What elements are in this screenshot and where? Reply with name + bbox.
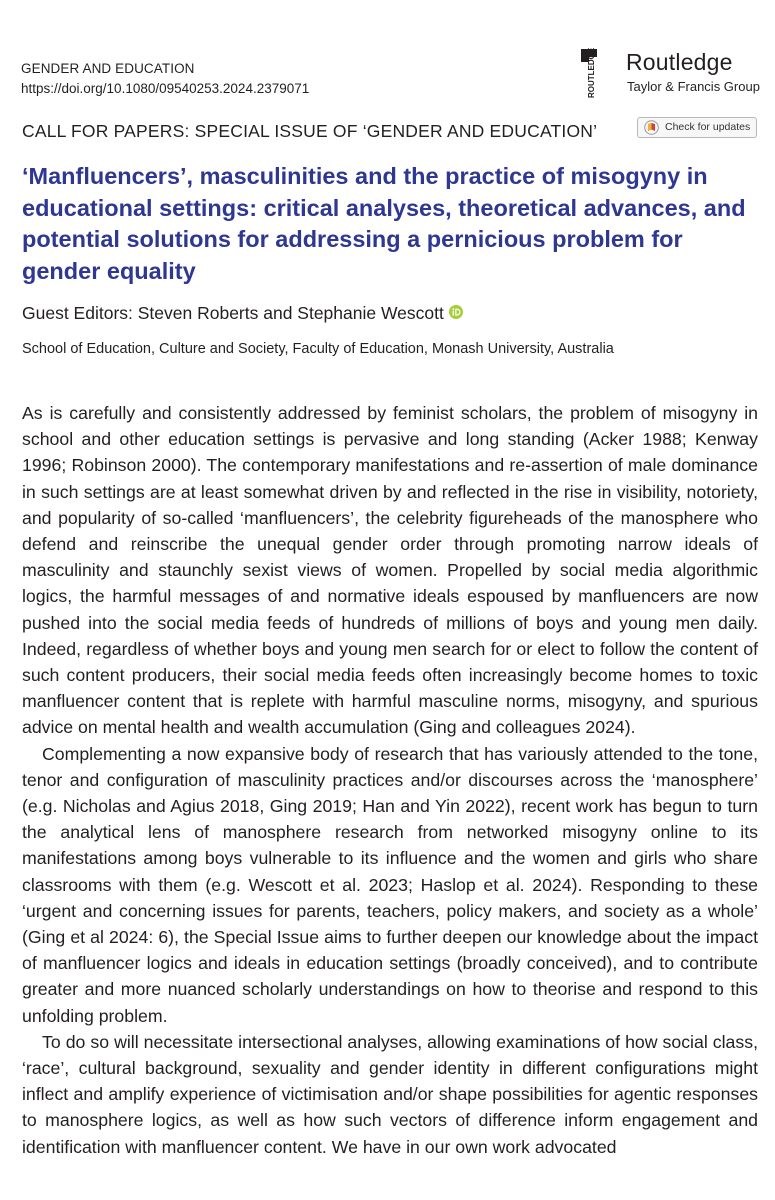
body-paragraph: Complementing a now expansive body of research that has variously attended to the tone, tenor and configuration of masculinity practices and/or discourses across the ‘manosphere’ (e.g. Nicholas and Agius 2018, Ging 2019; Han and Yin 2022), recent work has begun to turn the analytical lens of manosphere research from networked misogyny online to its manifestations among boys vulnerable to its influence and the women and girls who share classrooms with them (e.g. Wescott et al. 2023; Haslop et al. 2024). Responding to these ‘urgent and concerning issues for parents, teachers, policy makers, and society as a whole’ (Ging et al 2024: 6), the Special Issue aims to further deepen our knowledge about the impact of manfluencer logics and ideals in education settings (broadly conceived), and to contribute greater and more nuanced scholarly understandings on how to theorise and respond to this unfolding problem. — [22, 743, 758, 1026]
body-paragraph: As is carefully and consistently addressed by feminist scholars, the problem of misogyny in school and other education settings is pervasive and long standing (Acker 1988; Kenway 1996; Robinson 2000). The contemporary manifestations and re-assertion of male dominance in such settings are at least somewhat driven by and reflected in the rise in visibility, notoriety, and popularity of so-called ‘manfluencers’, the celebrity figureheads of the manosphere who defend and reinscribe the unequal gender order through promoting narrow ideals of masculinity and staunchly sexist views of women. Propelled by social media algorithmic logics, the harmful messages of and normative ideals espoused by manfluencers are now pushed into the social media feeds of hundreds of millions of boys and young men daily. Indeed, regardless of whether boys and young men search for or elect to follow the content of such content producers, their social media feeds often increasingly become homes to toxic manfluencer content that is replete with harmful masculine norms, misogyny, and spurious advice on mental health and wealth accumulation (Ging and colleagues 2024). — [22, 403, 758, 738]
call-for-papers-heading: CALL FOR PAPERS: SPECIAL ISSUE OF ‘GENDER AND EDUCATION’ — [22, 121, 598, 141]
publisher-mark-text: ROUTLEDGE — [587, 47, 596, 98]
body-paragraph: To do so will necessitate intersectional analyses, allowing examinations of how social class, ‘race’, cultural background, sexuality and gender identity in different configurations might inflect and amplify experience of victimisation and/or shape possibilities for agentic responses to manosphere logics, as well as how such vectors of difference inform engagement and identification with manfluencer content. We have in our own work advocated — [22, 1031, 758, 1157]
publisher-group: Taylor & Francis Group — [627, 79, 760, 94]
article-body — [22, 400, 758, 1160]
guest-editors-text: Guest Editors: Steven Roberts and Stephanie Wescott — [22, 303, 444, 323]
check-for-updates-label: Check for updates — [665, 121, 751, 133]
routledge-mark-icon — [580, 46, 600, 100]
guest-editors — [22, 303, 463, 324]
check-for-updates-icon — [644, 120, 659, 135]
publisher-logo[interactable] — [580, 46, 760, 102]
check-for-updates-button[interactable] — [637, 117, 757, 138]
publisher-name: Routledge — [626, 49, 733, 75]
article-title: ‘Manfluencers’, masculinities and the practice of misogyny in educational settings: critical analyses, theoretical advances, and potential solutions for addressing a pernicious problem for gender equality — [22, 163, 746, 284]
orcid-icon[interactable] — [449, 305, 463, 319]
journal-name: GENDER AND EDUCATION — [21, 61, 195, 76]
doi-link[interactable]: https://doi.org/10.1080/09540253.2024.2379071 — [21, 81, 310, 96]
affiliation: School of Education, Culture and Society, Faculty of Education, Monash University, Australia — [22, 341, 614, 357]
